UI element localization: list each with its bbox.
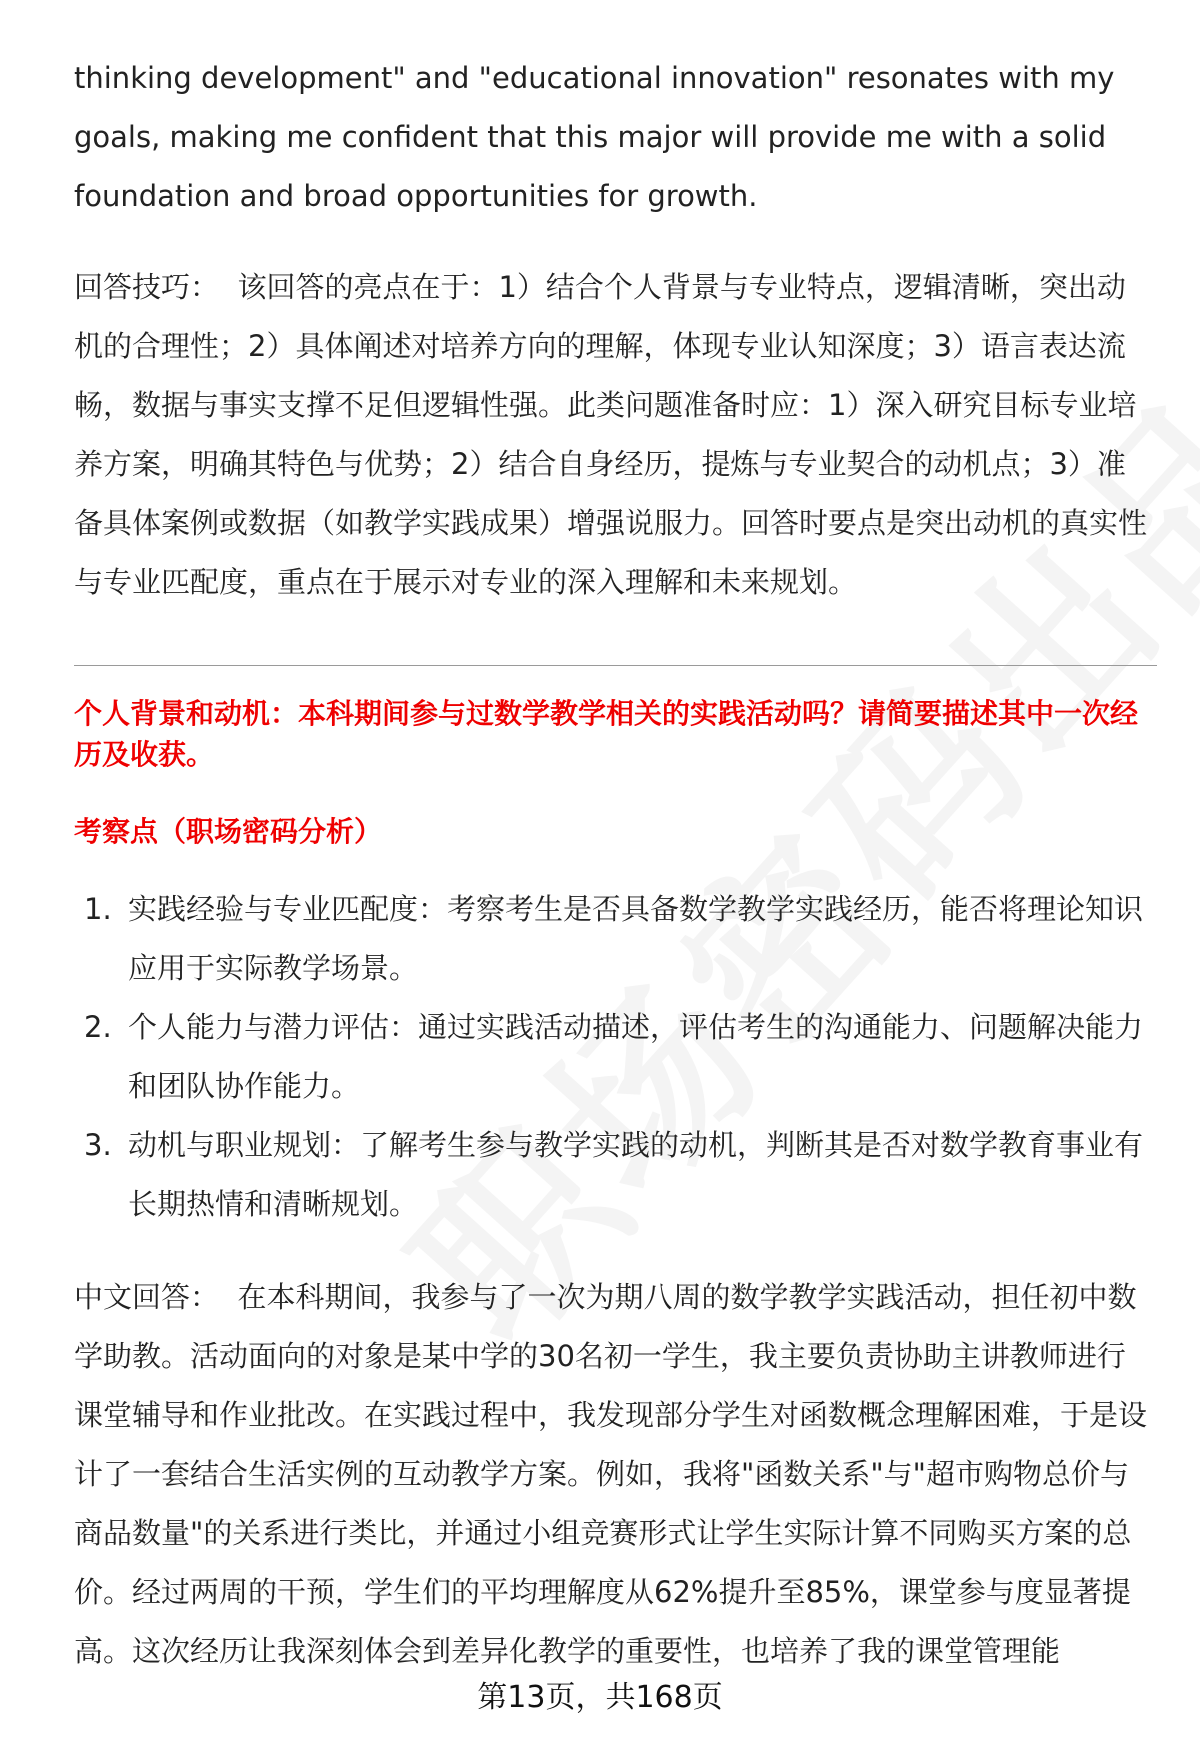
section-divider	[74, 665, 1157, 666]
tips-paragraph	[74, 258, 1154, 612]
question-heading: 个人背景和动机：本科期间参与过数学教学相关的实践活动吗？请简要描述其中一次经历及收获。	[74, 697, 1139, 771]
tips-text: 该回答的亮点在于：1）结合个人背景与专业特点，逻辑清晰，突出动机的合理性；2）具体阐述对培养方向的理解，体现专业认知深度；3）语言表达流畅，数据与事实支撑不足但逻辑性强。此类问题准备时应：1）深入研究目标专业培养方案，明确其特色与优势；2）结合自身经历，提炼与专业契合的动机点；3）准备具体案例或数据（如教学实践成果）增强说服力。回答时要点是突出动机的真实性与专业匹配度，重点在于展示对专业的深入理解和未来规划。	[74, 270, 1148, 599]
point-number: 2.	[84, 1010, 112, 1044]
point-number: 1.	[84, 892, 112, 926]
analysis-point	[74, 998, 1164, 1116]
point-text: 动机与职业规划：了解考生参与教学实践的动机，判断其是否对数学教育事业有长期热情和清晰规划。	[128, 1128, 1144, 1221]
point-text: 个人能力与潜力评估：通过实践活动描述，评估考生的沟通能力、问题解决能力和团队协作能力。	[128, 1010, 1144, 1103]
page-number-footer: 第13页，共168页	[477, 1680, 723, 1715]
tips-label: 回答技巧：	[74, 270, 220, 304]
answer-label: 中文回答：	[74, 1280, 220, 1314]
chinese-answer-paragraph	[74, 1268, 1154, 1681]
analysis-point	[74, 1116, 1164, 1234]
answer-text: 在本科期间，我参与了一次为期八周的数学教学实践活动，担任初中数学助教。活动面向的对象是某中学的30名初一学生，我主要负责协助主讲教师进行课堂辅导和作业批改。在实践过程中，我发现部分学生对函数概念理解困难，于是设计了一套结合生活实例的互动教学方案。例如，我将"函数关系"与"超市购物总价与商品数量"的关系进行类比，并通过小组竞赛形式让学生实际计算不同购买方案的总价。经过两周的干预，学生们的平均理解度从62%提升至85%，课堂参与度显著提高。这次经历让我深刻体会到差异化教学的重要性，也培养了我的课堂管理能	[74, 1280, 1148, 1668]
english-answer-paragraph: thinking development" and "educational innovation" resonates with my goals, making me confident that this major will provide me with a solid foundation and broad opportunities for growth.	[74, 61, 1115, 213]
analysis-heading: 考察点（职场密码分析）	[74, 815, 383, 848]
point-text: 实践经验与专业匹配度：考察考生是否具备数学教学实践经历，能否将理论知识应用于实际教学场景。	[128, 892, 1144, 985]
analysis-point	[74, 880, 1164, 998]
point-number: 3.	[84, 1128, 112, 1162]
analysis-points-list	[74, 880, 1164, 1234]
